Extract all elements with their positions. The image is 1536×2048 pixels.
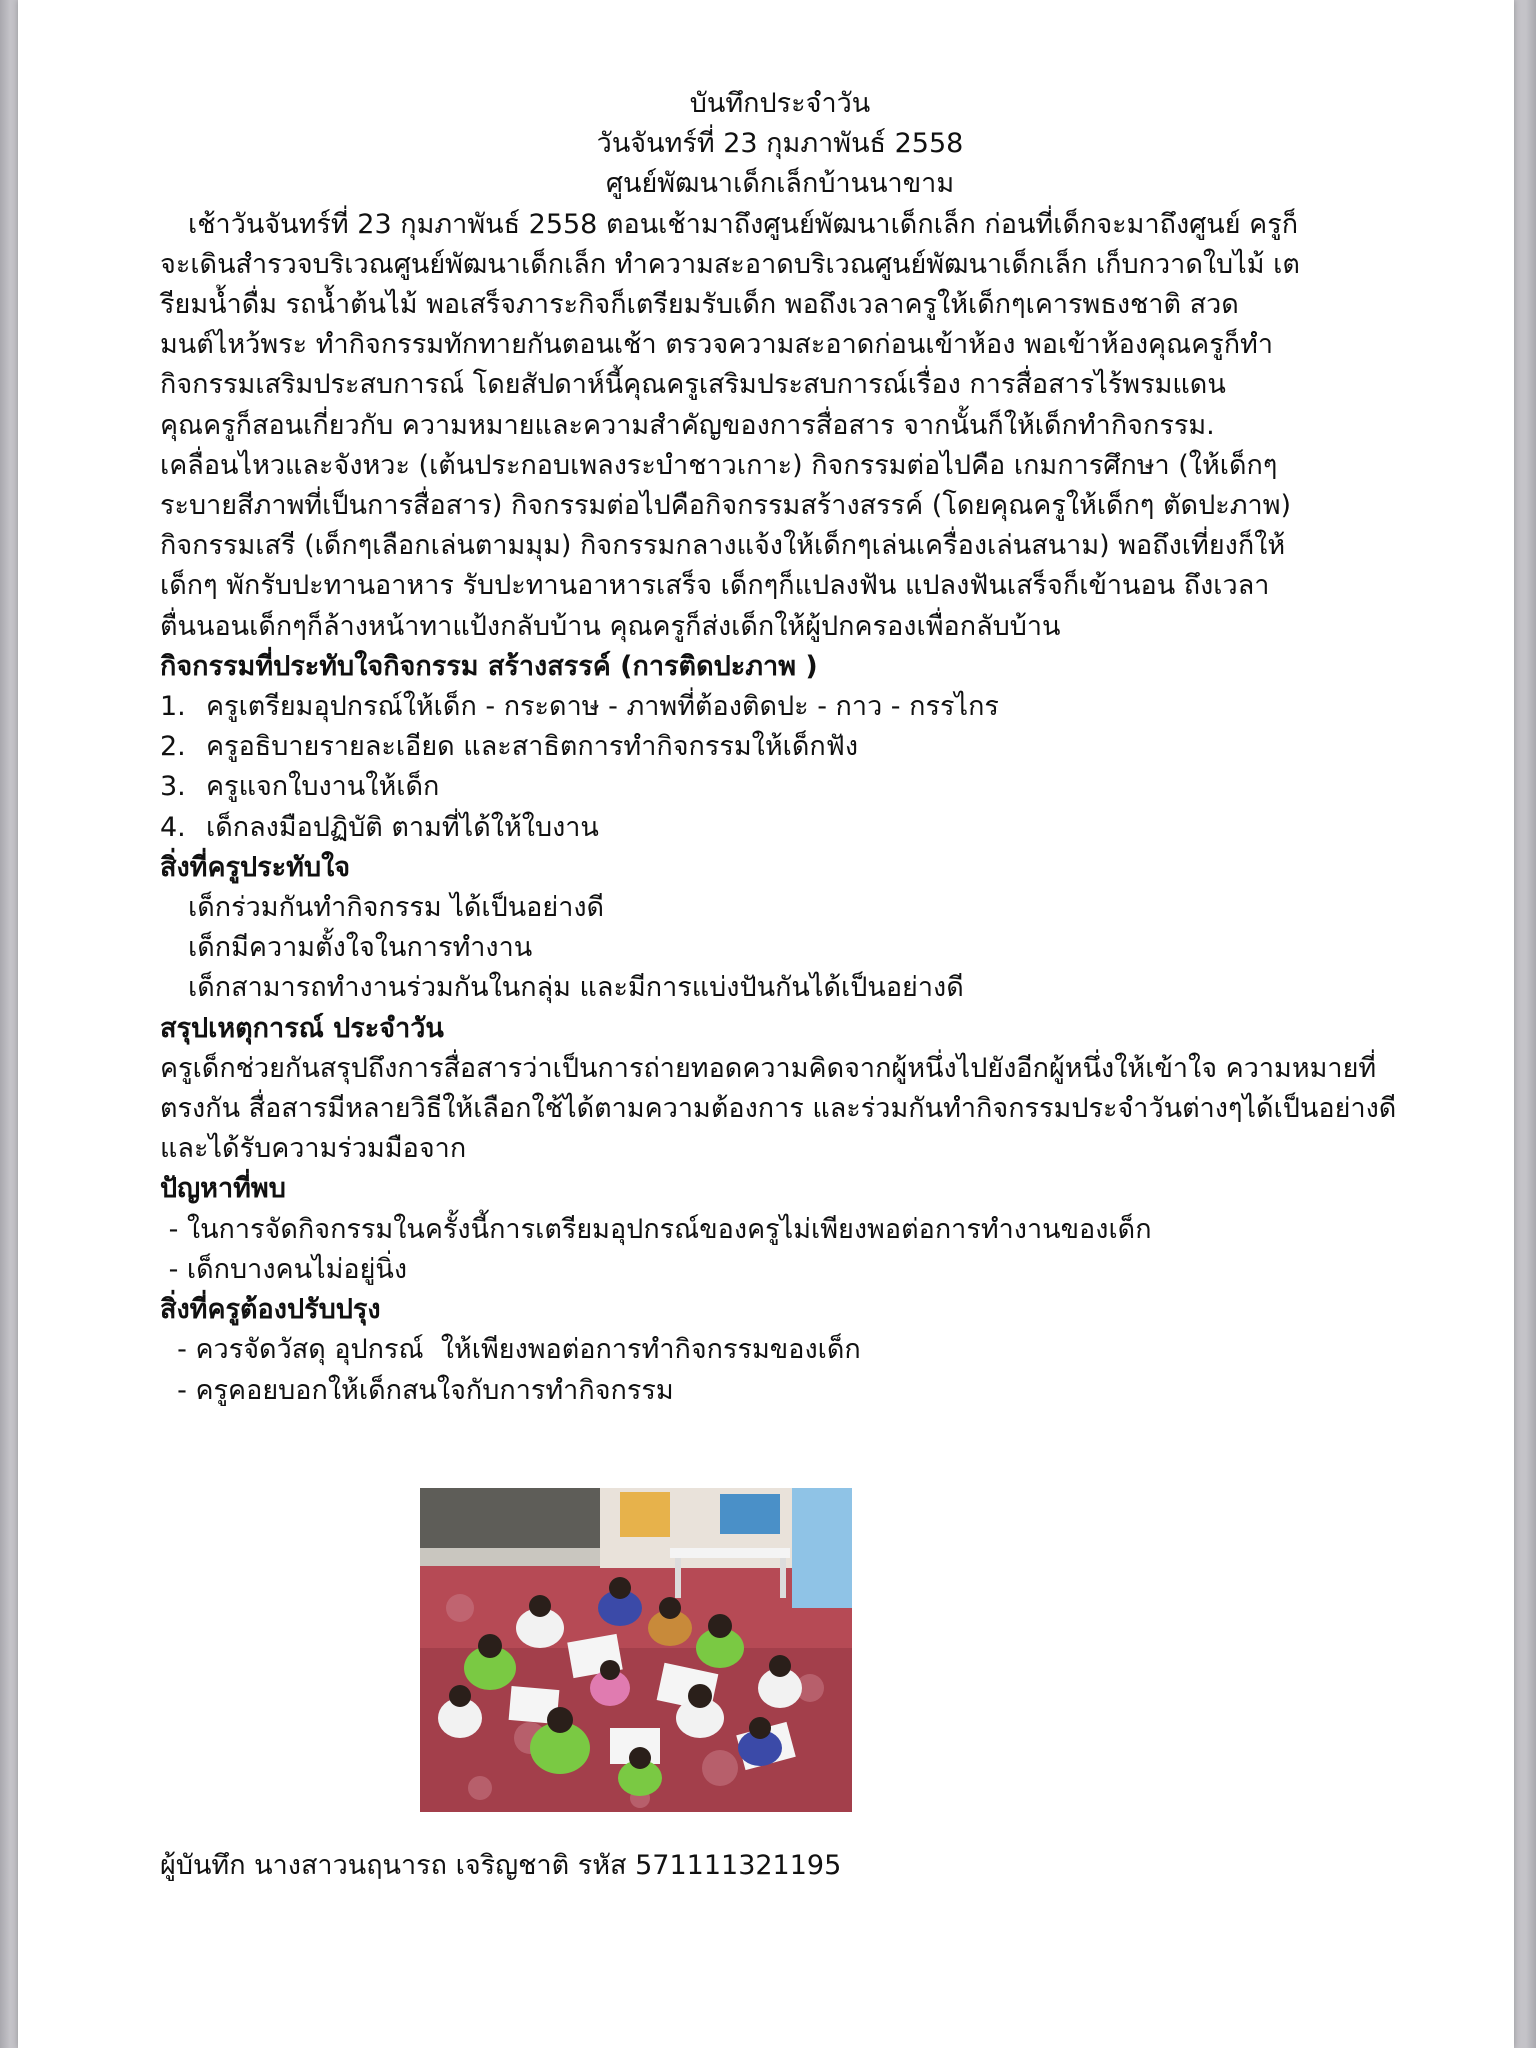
narrative-line: จะเดินสำรวจบริเวณศูนย์พัฒนาเด็กเล็ก ทำความสะอาดบริเวณศูนย์พัฒนาเด็กเล็ก เก็บกวาดใบไม้ เต: [160, 248, 1300, 280]
summary-line: ครูเด็กช่วยกันสรุปถึงการสื่อสารว่าเป็นการถ่ายทอดความคิดจากผู้หนึ่งไปยังอีกผู้หนึ่งให้เข้าใจ ความหมายที่: [160, 1052, 1377, 1084]
list-item: - ในการจัดกิจกรรมในครั้งนี้การเตรียมอุปกรณ์ของครูไม่เพียงพอต่อการทำงานของเด็ก: [160, 1213, 1152, 1245]
daily-narrative: [160, 205, 1400, 647]
narrative-line: รียมน้ำดื่ม รถน้ำต้นไม้ พอเสร็จภาระกิจก็เตรียมรับเด็ก พอถึงเวลาครูให้เด็กๆเคารพธงชาติ สวด: [160, 289, 1239, 321]
list-item: เด็กร่วมกันทำกิจกรรม ได้เป็นอย่างดี: [188, 892, 605, 924]
narrative-line: เช้าวันจันทร์ที่ 23 กุมภาพันธ์ 2558 ตอนเช้ามาถึงศูนย์พัฒนาเด็กเล็ก ก่อนที่เด็กจะมาถึงศูนย์ ครูก็: [188, 208, 1299, 240]
summary-line: และได้รับความร่วมมือจาก: [160, 1133, 467, 1165]
document-center-name: ศูนย์พัฒนาเด็กเล็กบ้านนาขาม: [605, 168, 955, 200]
list-item: เด็กมีความตั้งใจในการทำงาน: [188, 932, 533, 964]
list-item: 2. ครูอธิบายรายละเอียด และสาธิตการทำกิจกรรมให้เด็กฟัง: [160, 731, 859, 763]
list-item: เด็กสามารถทำงานร่วมกันในกลุ่ม และมีการแบ่งปันกันได้เป็นอย่างดี: [188, 972, 964, 1004]
document-date: วันจันทร์ที่ 23 กุมภาพันธ์ 2558: [596, 128, 964, 160]
narrative-line: คุณครูก็สอนเกี่ยวกับ ความหมายและความสำคัญของการสื่อสาร จากนั้นก็ให้เด็กทำกิจกรรม.: [160, 409, 1215, 441]
narrative-line: กิจกรรมเสรี (เด็กๆเลือกเล่นตามมุม) กิจกรรมกลางแจ้งให้เด็กๆเล่นเครื่องเล่นสนาม) พอถึงเที่ยงก็ให้: [160, 530, 1286, 562]
teacher-impressed-heading: สิ่งที่ครูประทับใจ: [160, 851, 351, 883]
impressive-activity-list: [160, 687, 1400, 848]
document-content: [160, 84, 1400, 1411]
list-item: 3. ครูแจกใบงานให้เด็ก: [160, 771, 440, 803]
list-item: - เด็กบางคนไม่อยู่นิ่ง: [160, 1253, 408, 1285]
narrative-line: เด็กๆ พักรับปะทานอาหาร รับปะทานอาหารเสร็จ เด็กๆก็แปลงฟัน แปลงฟันเสร็จก็เข้านอน ถึงเวลา: [160, 570, 1270, 602]
narrative-line: ตื่นนอนเด็กๆก็ล้างหน้าทาแป้งกลับบ้าน คุณครูก็ส่งเด็กให้ผู้ปกครองเพื่อกลับบ้าน: [160, 610, 1061, 642]
improvements-heading: สิ่งที่ครูต้องปรับปรุง: [160, 1294, 381, 1326]
classroom-activity-photo: [420, 1488, 852, 1812]
narrative-line: เคลื่อนไหวและจังหวะ (เต้นประกอบเพลงระบำชาวเกาะ) กิจกรรมต่อไปคือ เกมการศึกษา (ให้เด็กๆ: [160, 449, 1278, 481]
summary-line: ตรงกัน สื่อสารมีหลายวิธีให้เลือกใช้ได้ตามความต้องการ และร่วมกันทำกิจกรรมประจำวันต่างๆได้เป็นอย่างดี: [160, 1093, 1397, 1125]
narrative-line: กิจกรรมเสริมประสบการณ์ โดยสัปดาห์นี้คุณครูเสริมประสบการณ์เรื่อง การสื่อสารไร้พรมแดน: [160, 369, 1226, 401]
list-item: 1. ครูเตรียมอุปกรณ์ให้เด็ก - กระดาษ - ภาพที่ต้องติดปะ - กาว - กรรไกร: [160, 691, 999, 723]
list-item: - ครูคอยบอกให้เด็กสนใจกับการทำกิจกรรม: [160, 1374, 674, 1406]
list-item: 4. เด็กลงมือปฏิบัติ ตามที่ได้ให้ใบงาน: [160, 811, 599, 843]
problems-heading: ปัญหาที่พบ: [160, 1173, 286, 1205]
recorder-signature-line: ผู้บันทึก นางสาวนฤนารถ เจริญชาติ รหัส 571111321195: [160, 1850, 842, 1881]
narrative-line: ระบายสีภาพที่เป็นการสื่อสาร) กิจกรรมต่อไปคือกิจกรรมสร้างสรรค์ (โดยคุณครูให้เด็กๆ ตัดปะภาพ): [160, 490, 1292, 522]
document-page: [18, 0, 1514, 2048]
narrative-line: มนต์ไหว้พระ ทำกิจกรรมทักทายกันตอนเช้า ตรวจความสะอาดก่อนเข้าห้อง พอเข้าห้องคุณครูก็ทำ: [160, 329, 1273, 361]
impressive-activity-heading: กิจกรรมที่ประทับใจกิจกรรม สร้างสรรค์ (การติดปะภาพ ): [160, 650, 818, 682]
list-item: - ควรจัดวัสดุ อุปกรณ์ ให้เพียงพอต่อการทำกิจกรรมของเด็ก: [160, 1334, 861, 1366]
daily-summary-heading: สรุปเหตุการณ์ ประจำวัน: [160, 1012, 444, 1044]
document-title: บันทึกประจำวัน: [689, 88, 871, 119]
